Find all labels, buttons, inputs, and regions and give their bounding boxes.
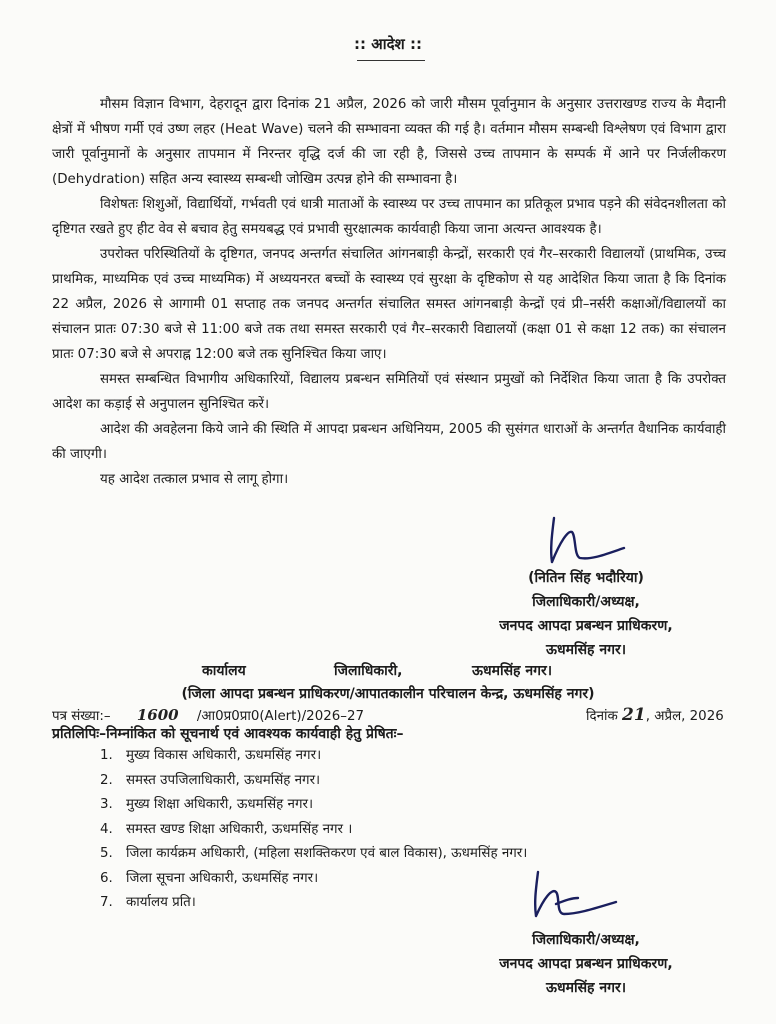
title-underline [357,60,425,61]
letter-number-suffix: /आ0प्र0प्रा0(Alert)/2026–27 [196,709,364,724]
paragraph-directive-officials: समस्त सम्बन्धित विभागीय अधिकारियों, विद्यालय प्रबन्धन समितियों एवं संस्थान प्रमुखों को निर्देशित किया जाता है कि उपरोक्त आदेश का कड़ाई से अनुपालन सुनिश्चित करें। [52,372,726,412]
list-item-number: 7. [100,895,113,910]
list-item-text: समस्त उपजिलाधिकारी, ऊधमसिंह नगर। [126,772,321,788]
list-item [100,866,527,891]
paragraph-penalty: आदेश की अवहेलना किये जाने की स्थिति में आपदा प्रबन्धन अधिनियम, 2005 की सुसंगत धाराओं के अन्तर्गत वैधानिक कार्यवाही की जाएगी। [52,422,726,462]
list-item [100,792,527,817]
office-line-2: (जिला आपदा प्रबन्धन प्राधिकरण/आपातकालीन परिचालन केन्द्र, ऊधमसिंह नगर) [181,686,595,702]
letter-number-label: पत्र संख्या:– [52,709,111,724]
office-dm: जिलाधिकारी, [334,663,403,679]
signatory-name: (नितिन सिंह भदौरिया) [528,570,644,586]
letter-number-handwritten: 1600 [136,706,179,724]
date-rest: , अप्रैल, 2026 [645,709,724,724]
office-label: कार्यालय [202,663,246,679]
list-item-text: मुख्य विकास अधिकारी, ऊधमसिंह नगर। [126,748,322,763]
order-body [52,92,726,492]
list-item-text: मुख्य शिक्षा अधिकारी, ऊधमसिंह नगर। [126,797,314,812]
copy-to-heading: प्रतिलिपिः–निम्नांकित को सूचनार्थ एवं आवश्यक कार्यवाही हेतु प्रेषितः– [52,726,404,742]
date-label: दिनांक [586,709,618,724]
footer-signatory-block [446,928,726,1000]
signatory-authority: जनपद आपदा प्रबन्धन प्राधिकरण, [499,618,673,634]
list-item-text: कार्यालय प्रति। [126,895,196,910]
letter-date-line [586,703,724,729]
list-item-number: 6. [100,870,113,886]
signatory-place: ऊधमसिंह नगर। [545,642,627,658]
list-item-number: 1. [100,748,113,763]
list-item-text: जिला कार्यक्रम अधिकारी, (महिला सशक्तिकरण एवं बाल विकास), ऊधमसिंह नगर। [126,846,528,861]
footer-designation: जिलाधिकारी/अध्यक्ष, [532,932,640,948]
order-title: :: आदेश :: [354,35,422,53]
footer-place: ऊधमसिंह नगर। [545,980,627,996]
list-item-number: 4. [100,821,113,837]
signatory-block [446,566,726,662]
list-item-number: 3. [100,797,113,812]
copy-to-list [100,743,527,915]
paragraph-vulnerable-groups: विशेषतः शिशुओं, विद्यार्थियों, गर्भवती एवं धात्री माताओं के स्वास्थ्य पर उच्च तापमान का प्रतिकूल प्रभाव पड़ने की संवेदनशीलता को दृष्टिगत रखते हुए हीट वेव से बचाव हेतु समयबद्ध एवं प्रभावी सुरक्षात्मक कार्यवाही किया जाना अत्यन्त आवश्यक है। [52,197,726,237]
list-item [100,743,527,768]
list-item [100,890,527,915]
office-place: ऊधमसिंह नगर। [472,663,553,679]
list-item [100,817,527,842]
list-item-text: समस्त खण्ड शिक्षा अधिकारी, ऊधमसिंह नगर । [126,821,353,837]
list-item [100,768,527,793]
list-item-text: जिला सूचना अधिकारी, ऊधमसिंह नगर। [126,870,319,886]
signature-mark [540,512,630,572]
list-item-number: 5. [100,846,113,861]
paragraph-effective: यह आदेश तत्काल प्रभाव से लागू होगा। [100,472,289,487]
footer-signature-mark [522,868,622,928]
signatory-designation: जिलाधिकारी/अध्यक्ष, [532,594,640,610]
list-item [100,841,527,866]
date-handwritten: 21 [622,705,646,725]
paragraph-school-timings: उपरोक्त परिस्थितियों के दृष्टिगत, जनपद अन्तर्गत संचालित आंगनबाड़ी केन्द्रों, सरकारी एवं गैर–सरकारी विद्यालयों (प्राथमिक, उच्च प्राथमिक, माध्यमिक एवं उच्च माध्यमिक) में अध्ययनरत बच्चों के स्वास्थ्य एवं सुरक्षा के दृष्टिकोण से यह आदेशित किया जाता है कि दिनांक 22 अप्रैल, 2026 से आगामी 01 सप्ताह तक जनपद अन्तर्गत संचालित समस्त आंगनबाड़ी केन्द्रों एवं प्री–नर्सरी कक्षाओं/विद्यालयों का संचालन प्रातः 07:30 बजे से 11:00 बजे तक तथा समस्त सरकारी एवं गैर–सरकारी विद्यालयों (कक्षा 01 से कक्षा 12 तक) का संचालन प्रातः 07:30 बजे से अपराह्न 12:00 बजे तक सुनिश्चित किया जाए। [52,247,726,362]
paragraph-weather-forecast: मौसम विज्ञान विभाग, देहरादून द्वारा दिनांक 21 अप्रैल, 2026 को जारी मौसम पूर्वानुमान के अनुसार उत्तराखण्ड राज्य के मैदानी क्षेत्रों में भीषण गर्मी एवं उष्ण लहर (Heat Wave) चलने की सम्भावना व्यक्त की गई है। वर्तमान मौसम सम्बन्धी विश्लेषण एवं विभाग द्वारा जारी पूर्वानुमानों के अनुसार तापमान में निरन्तर वृद्धि दर्ज की जा रही है, जिससे उच्च तापमान के सम्पर्क में आने पर निर्जलीकरण (Dehydration) सहित अन्य स्वास्थ्य सम्बन्धी जोखिम उत्पन्न होने की सम्भावना है। [52,97,726,187]
footer-authority: जनपद आपदा प्रबन्धन प्राधिकरण, [499,956,673,972]
list-item-number: 2. [100,772,113,788]
